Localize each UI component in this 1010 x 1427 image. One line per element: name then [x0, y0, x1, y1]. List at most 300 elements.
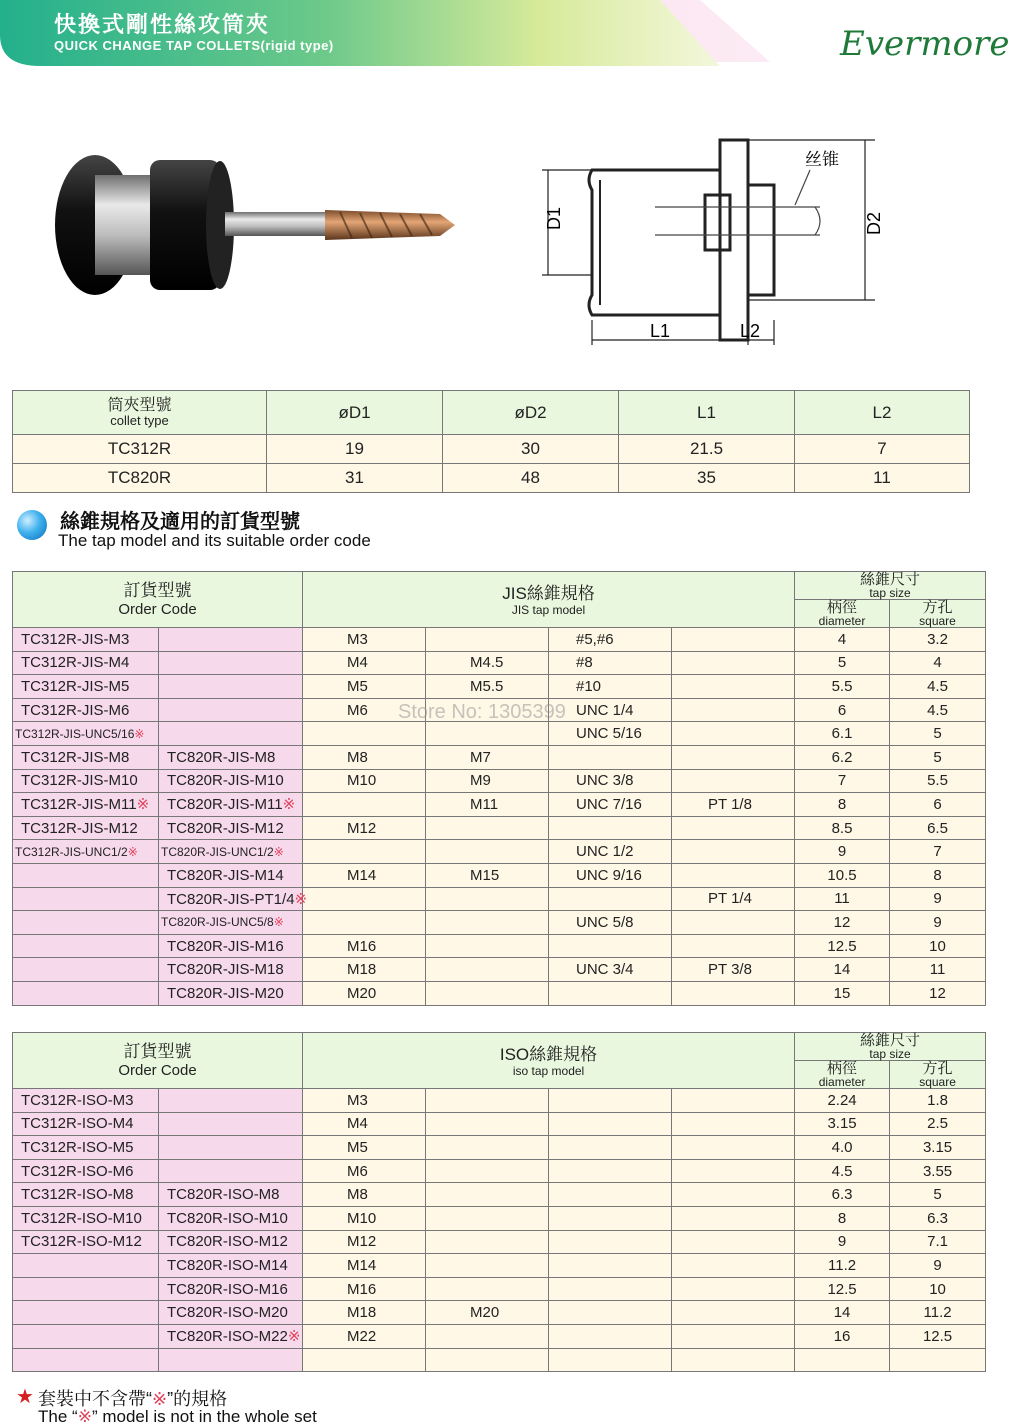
tap-size-header: 絲錐尺寸 tap size: [795, 1033, 986, 1061]
tap-model-cell: [549, 1206, 672, 1230]
order-code-820: TC820R-JIS-M14: [159, 863, 303, 887]
tap-model-cell: M14: [303, 1254, 426, 1278]
order-code-312: TC312R-ISO-M3: [13, 1089, 159, 1113]
tap-model-cell: [549, 1301, 672, 1325]
square-cell: 3.2: [890, 628, 986, 652]
page-subtitle: QUICK CHANGE TAP COLLETS(rigid type): [54, 38, 334, 53]
tap-model-cell: M5: [303, 675, 426, 699]
diameter-cell: 14: [795, 1301, 890, 1325]
tap-model-cell: M18: [303, 1301, 426, 1325]
tap-model-cell: [672, 628, 795, 652]
square-cell: 9: [890, 911, 986, 935]
tap-model-cell: UNC 5/8: [549, 911, 672, 935]
not-included-mark: ※: [127, 844, 138, 859]
diameter-cell: 8.5: [795, 816, 890, 840]
tap-model-cell: [672, 1206, 795, 1230]
tap-model-cell: [672, 1254, 795, 1278]
table-row: [13, 840, 986, 864]
diameter-cell: 3.15: [795, 1112, 890, 1136]
tap-model-cell: [672, 1230, 795, 1254]
tap-model-cell: [672, 1348, 795, 1372]
square-cell: 7.1: [890, 1230, 986, 1254]
tap-model-cell: UNC 1/4: [549, 698, 672, 722]
tap-model-cell: PT 1/4: [672, 887, 795, 911]
diameter-cell: 12.5: [795, 934, 890, 958]
tap-model-cell: [426, 1183, 549, 1207]
tap-model-cell: M4: [303, 1112, 426, 1136]
tap-model-cell: [426, 1136, 549, 1160]
order-code-header: 訂貨型號 Order Code: [13, 572, 303, 628]
section-bullet-icon: [17, 510, 47, 540]
tap-model-cell: [672, 651, 795, 675]
tap-model-cell: M14: [303, 863, 426, 887]
spec-value-cell: 11: [795, 464, 970, 493]
order-code-312: TC312R-JIS-M8: [13, 745, 159, 769]
order-code-820: TC820R-JIS-M12: [159, 816, 303, 840]
order-code-820: TC820R-JIS-M18: [159, 958, 303, 982]
table-row: [13, 769, 986, 793]
order-code-312: [13, 863, 159, 887]
diameter-cell: 14: [795, 958, 890, 982]
l1-label: L1: [650, 321, 671, 341]
diameter-cell: 12.5: [795, 1277, 890, 1301]
tap-model-cell: PT 1/8: [672, 793, 795, 817]
table-row: [13, 911, 986, 935]
order-code-312: [13, 958, 159, 982]
not-included-mark: ※: [273, 915, 284, 930]
tap-model-cell: [426, 628, 549, 652]
order-code-312: [13, 911, 159, 935]
order-code-820: TC820R-ISO-M16: [159, 1277, 303, 1301]
table-row: [13, 1230, 986, 1254]
table-row: [13, 934, 986, 958]
order-code-312: [13, 1254, 159, 1278]
tap-model-cell: [672, 1183, 795, 1207]
order-code-820: [159, 1089, 303, 1113]
tap-model-cell: [672, 1159, 795, 1183]
tap-model-cell: M12: [303, 816, 426, 840]
order-code-820: TC820R-JIS-M16: [159, 934, 303, 958]
spec-value-cell: 30: [443, 435, 619, 464]
order-code-312: TC312R-ISO-M12: [13, 1230, 159, 1254]
tap-model-cell: [426, 1348, 549, 1372]
square-cell: 11: [890, 958, 986, 982]
order-code-312: TC312R-JIS-M3: [13, 628, 159, 652]
collet-type-cell: TC312R: [13, 435, 267, 464]
diameter-cell: 2.24: [795, 1089, 890, 1113]
tap-model-cell: [672, 911, 795, 935]
store-watermark: Store No: 1305399: [398, 701, 566, 723]
table-row: [13, 1301, 986, 1325]
diameter-cell: 7: [795, 769, 890, 793]
tap-model-cell: [672, 1301, 795, 1325]
square-cell: 4.5: [890, 698, 986, 722]
order-code-820: TC820R-JIS-M10: [159, 769, 303, 793]
tap-model-cell: M16: [303, 1277, 426, 1301]
order-code-312: [13, 1324, 159, 1348]
diameter-cell: 9: [795, 1230, 890, 1254]
diameter-cell: 6.1: [795, 722, 890, 746]
square-cell: 8: [890, 863, 986, 887]
tap-model-cell: UNC 5/16: [549, 722, 672, 746]
spec-value-cell: 19: [267, 435, 443, 464]
jis-tap-table: [12, 571, 986, 1006]
tap-model-cell: M10: [303, 1206, 426, 1230]
table-row: [13, 1183, 986, 1207]
order-code-820: TC820R-JIS-PT1/4※: [159, 887, 303, 911]
order-code-820: TC820R-JIS-UNC1/2※: [159, 840, 303, 864]
square-cell: 10: [890, 934, 986, 958]
star-icon: ★: [16, 1386, 34, 1408]
not-included-mark: ※: [134, 726, 145, 741]
tap-model-cell: PT 3/8: [672, 958, 795, 982]
order-code-820: TC820R-ISO-M10: [159, 1206, 303, 1230]
tap-model-cell: M8: [303, 745, 426, 769]
tap-model-cell: M20: [303, 981, 426, 1005]
not-included-mark: ※: [273, 844, 284, 859]
square-cell: 4: [890, 651, 986, 675]
order-code-820: TC820R-JIS-M20: [159, 981, 303, 1005]
table-row: [13, 1324, 986, 1348]
tap-model-cell: M6: [303, 1159, 426, 1183]
table-row: [13, 958, 986, 982]
order-code-312: TC312R-JIS-M11※: [13, 793, 159, 817]
tap-model-cell: M22: [303, 1324, 426, 1348]
tap-model-cell: [426, 1206, 549, 1230]
square-cell: 11.2: [890, 1301, 986, 1325]
tap-model-cell: M10: [303, 769, 426, 793]
square-cell: 5: [890, 745, 986, 769]
order-code-820: TC820R-ISO-M8: [159, 1183, 303, 1207]
tap-model-cell: [672, 675, 795, 699]
spec-value-cell: 35: [619, 464, 795, 493]
d2-header: øD2: [443, 391, 619, 435]
tap-model-cell: M8: [303, 1183, 426, 1207]
table-row: [13, 628, 986, 652]
tap-model-cell: [549, 1348, 672, 1372]
order-code-312: [13, 887, 159, 911]
diameter-cell: 8: [795, 793, 890, 817]
table-row: [13, 981, 986, 1005]
tap-model-cell: #8: [549, 651, 672, 675]
tap-model-cell: [303, 911, 426, 935]
order-code-312: TC312R-JIS-M10: [13, 769, 159, 793]
table-row: [13, 1159, 986, 1183]
d1-header: øD1: [267, 391, 443, 435]
table-row: [13, 1206, 986, 1230]
order-code-312: TC312R-ISO-M10: [13, 1206, 159, 1230]
square-cell: 12: [890, 981, 986, 1005]
diameter-cell: 4.0: [795, 1136, 890, 1160]
tap-model-cell: [549, 981, 672, 1005]
tap-model-cell: M3: [303, 628, 426, 652]
d1-label: D1: [544, 206, 564, 230]
tap-model-cell: [549, 1230, 672, 1254]
tap-model-cell: [672, 1136, 795, 1160]
order-code-820: [159, 651, 303, 675]
iso-model-header: ISO絲錐規格 iso tap model: [303, 1033, 795, 1089]
tap-model-cell: [426, 1159, 549, 1183]
order-code-820: [159, 1112, 303, 1136]
l1-header: L1: [619, 391, 795, 435]
tap-model-cell: [426, 816, 549, 840]
tap-model-cell: [426, 1254, 549, 1278]
tap-model-cell: M9: [426, 769, 549, 793]
order-code-header: 訂貨型號 Order Code: [13, 1033, 303, 1089]
square-cell: 9: [890, 1254, 986, 1278]
order-code-312: [13, 1348, 159, 1372]
page-title: 快換式剛性絲攻筒夾: [54, 12, 271, 37]
tap-model-cell: M6: [303, 698, 426, 722]
square-cell: 10: [890, 1277, 986, 1301]
order-code-312: TC312R-JIS-UNC1/2※: [13, 840, 159, 864]
tap-model-cell: [672, 1112, 795, 1136]
order-code-312: TC312R-ISO-M8: [13, 1183, 159, 1207]
tap-model-cell: M16: [303, 934, 426, 958]
tap-model-cell: [426, 911, 549, 935]
diameter-cell: 15: [795, 981, 890, 1005]
iso-tap-table: [12, 1032, 986, 1372]
diameter-cell: 4.5: [795, 1159, 890, 1183]
order-code-312: TC312R-JIS-M4: [13, 651, 159, 675]
tap-label: 丝锥: [805, 150, 839, 170]
order-code-820: TC820R-ISO-M22※: [159, 1324, 303, 1348]
table-row: [13, 1136, 986, 1160]
table-row: [13, 1254, 986, 1278]
tap-model-cell: [303, 722, 426, 746]
tap-model-cell: [672, 816, 795, 840]
tap-model-cell: [426, 1277, 549, 1301]
spec-value-cell: 21.5: [619, 435, 795, 464]
section-title: 絲錐規格及適用的訂貨型號: [60, 511, 300, 533]
brand-logo: Evermore: [840, 24, 1010, 64]
order-code-820: [159, 1136, 303, 1160]
diameter-header: 柄徑 diameter: [795, 600, 890, 628]
tap-model-cell: [549, 1159, 672, 1183]
order-code-820: TC820R-ISO-M14: [159, 1254, 303, 1278]
table-row: [13, 675, 986, 699]
table-row: [13, 1348, 986, 1372]
not-included-mark: ※: [282, 796, 296, 814]
l2-label: L2: [740, 321, 761, 341]
tap-model-cell: [672, 1324, 795, 1348]
section-subtitle: The tap model and its suitable order code: [58, 531, 371, 550]
tap-model-cell: [303, 840, 426, 864]
table-row: [13, 722, 986, 746]
tap-model-cell: [549, 934, 672, 958]
footnote-en: The “※” model is not in the whole set: [38, 1407, 317, 1426]
tap-model-cell: [672, 934, 795, 958]
tap-model-cell: [426, 722, 549, 746]
diameter-cell: 5.5: [795, 675, 890, 699]
diameter-cell: 11: [795, 887, 890, 911]
square-cell: 5: [890, 722, 986, 746]
table-row: [13, 887, 986, 911]
tap-model-cell: [426, 958, 549, 982]
tap-model-cell: [426, 981, 549, 1005]
tap-model-cell: M7: [426, 745, 549, 769]
order-code-312: TC312R-JIS-UNC5/16※: [13, 722, 159, 746]
d2-label: D2: [864, 211, 884, 235]
table-row: [13, 816, 986, 840]
square-cell: 6.3: [890, 1206, 986, 1230]
order-code-312: [13, 1301, 159, 1325]
tap-model-cell: M18: [303, 958, 426, 982]
tap-model-cell: M4.5: [426, 651, 549, 675]
square-cell: 2.5: [890, 1112, 986, 1136]
spec-value-cell: 7: [795, 435, 970, 464]
square-cell: 5.5: [890, 769, 986, 793]
tap-model-cell: [549, 1183, 672, 1207]
order-code-312: [13, 981, 159, 1005]
tap-size-header: 絲錐尺寸 tap size: [795, 572, 986, 600]
tap-model-cell: M5: [303, 1136, 426, 1160]
order-code-820: TC820R-ISO-M20: [159, 1301, 303, 1325]
square-header: 方孔 square: [890, 1061, 986, 1089]
square-cell: [890, 1348, 986, 1372]
tap-model-cell: UNC 1/2: [549, 840, 672, 864]
not-included-mark: ※: [77, 1407, 92, 1426]
square-cell: 7: [890, 840, 986, 864]
l2-header: L2: [795, 391, 970, 435]
tap-model-cell: M12: [303, 1230, 426, 1254]
footnote-cn: 套裝中不含帶“※”的規格: [38, 1389, 228, 1409]
table-row: [13, 793, 986, 817]
order-code-312: TC312R-ISO-M4: [13, 1112, 159, 1136]
square-cell: 5: [890, 1183, 986, 1207]
square-cell: 3.15: [890, 1136, 986, 1160]
tap-model-cell: [426, 1089, 549, 1113]
square-cell: 12.5: [890, 1324, 986, 1348]
tap-model-cell: [549, 1324, 672, 1348]
tap-model-cell: M3: [303, 1089, 426, 1113]
table-row: [13, 863, 986, 887]
square-cell: 6.5: [890, 816, 986, 840]
collet-type-header: 筒夾型號 collet type: [13, 391, 267, 435]
spec-row: [13, 435, 970, 464]
jis-model-header: JIS絲錐規格 JIS tap model: [303, 572, 795, 628]
table-row: [13, 745, 986, 769]
tap-model-cell: [549, 1136, 672, 1160]
square-cell: 3.55: [890, 1159, 986, 1183]
tap-model-cell: UNC 3/4: [549, 958, 672, 982]
tap-model-cell: M11: [426, 793, 549, 817]
tap-model-cell: [303, 887, 426, 911]
tap-model-cell: [426, 1230, 549, 1254]
square-cell: 9: [890, 887, 986, 911]
tap-model-cell: UNC 9/16: [549, 863, 672, 887]
spec-value-cell: 48: [443, 464, 619, 493]
order-code-312: TC312R-ISO-M5: [13, 1136, 159, 1160]
tap-model-cell: [672, 981, 795, 1005]
order-code-820: [159, 722, 303, 746]
tap-model-cell: UNC 3/8: [549, 769, 672, 793]
not-included-mark: ※: [136, 796, 150, 814]
tap-model-cell: [672, 840, 795, 864]
square-cell: 1.8: [890, 1089, 986, 1113]
order-code-312: TC312R-JIS-M12: [13, 816, 159, 840]
order-code-820: TC820R-JIS-UNC5/8※: [159, 911, 303, 935]
diameter-cell: 6: [795, 698, 890, 722]
table-row: [13, 1089, 986, 1113]
square-header: 方孔 square: [890, 600, 986, 628]
diameter-header: 柄徑 diameter: [795, 1061, 890, 1089]
order-code-820: [159, 698, 303, 722]
order-code-312: [13, 1277, 159, 1301]
diameter-cell: 6.2: [795, 745, 890, 769]
not-included-mark: ※: [287, 1328, 301, 1346]
tap-model-cell: [303, 793, 426, 817]
order-code-820: TC820R-JIS-M8: [159, 745, 303, 769]
square-cell: 6: [890, 793, 986, 817]
diameter-cell: 11.2: [795, 1254, 890, 1278]
table-row: [13, 651, 986, 675]
tap-model-cell: [426, 1112, 549, 1136]
tap-model-cell: [303, 1348, 426, 1372]
tap-model-cell: [426, 887, 549, 911]
order-code-312: TC312R-JIS-M6: [13, 698, 159, 722]
tap-model-cell: [426, 934, 549, 958]
diameter-cell: 5: [795, 651, 890, 675]
table-row: [13, 1277, 986, 1301]
order-code-820: TC820R-ISO-M12: [159, 1230, 303, 1254]
tap-model-cell: [672, 863, 795, 887]
diameter-cell: 10.5: [795, 863, 890, 887]
tap-model-cell: [672, 745, 795, 769]
product-photo: [40, 130, 470, 320]
tap-model-cell: #10: [549, 675, 672, 699]
collet-type-cell: TC820R: [13, 464, 267, 493]
spec-header-row: [13, 391, 970, 435]
tap-model-cell: M5.5: [426, 675, 549, 699]
table-row: [13, 1112, 986, 1136]
diameter-cell: 6.3: [795, 1183, 890, 1207]
tap-model-cell: [549, 887, 672, 911]
tap-model-cell: [549, 816, 672, 840]
tap-model-cell: [672, 698, 795, 722]
diameter-cell: 8: [795, 1206, 890, 1230]
order-code-312: TC312R-JIS-M5: [13, 675, 159, 699]
tap-model-cell: [549, 1254, 672, 1278]
order-code-820: [159, 628, 303, 652]
tap-model-cell: [549, 1277, 672, 1301]
diameter-cell: [795, 1348, 890, 1372]
technical-drawing: [530, 125, 950, 355]
not-included-mark: ※: [152, 1389, 168, 1409]
tap-model-cell: [549, 1089, 672, 1113]
diameter-cell: 4: [795, 628, 890, 652]
order-code-312: [13, 934, 159, 958]
tap-model-cell: [426, 840, 549, 864]
order-code-820: [159, 675, 303, 699]
tap-model-cell: [672, 722, 795, 746]
tap-model-cell: M4: [303, 651, 426, 675]
tap-model-cell: #5,#6: [549, 628, 672, 652]
tap-model-cell: M20: [426, 1301, 549, 1325]
tap-model-cell: [672, 769, 795, 793]
tap-model-cell: M15: [426, 863, 549, 887]
order-code-820: [159, 1348, 303, 1372]
spec-row: [13, 464, 970, 493]
diameter-cell: 16: [795, 1324, 890, 1348]
collet-spec-table: [12, 390, 970, 493]
tap-model-cell: [672, 1277, 795, 1301]
tap-model-cell: [549, 1112, 672, 1136]
tap-model-cell: UNC 7/16: [549, 793, 672, 817]
not-included-mark: ※: [294, 890, 308, 908]
tap-model-cell: [426, 1324, 549, 1348]
order-code-820: TC820R-JIS-M11※: [159, 793, 303, 817]
